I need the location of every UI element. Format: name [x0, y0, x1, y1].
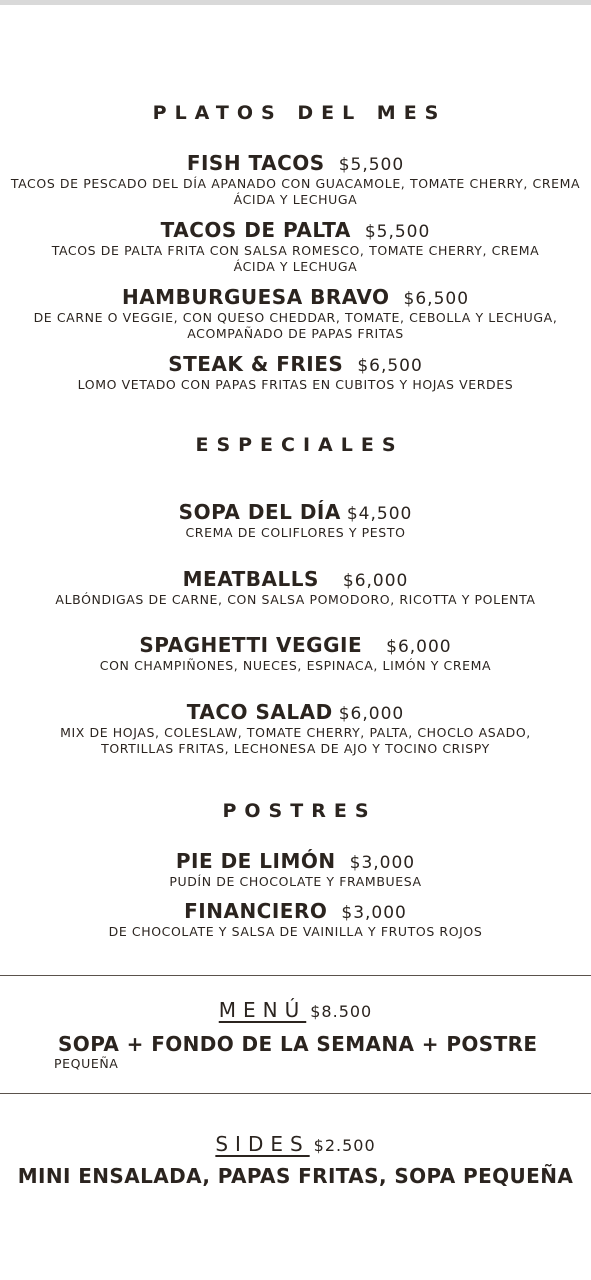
- item-name: TACOS DE PALTA: [160, 218, 351, 242]
- item-price: $6,000: [338, 704, 405, 724]
- menu-title: MENÚ: [218, 998, 307, 1022]
- menu-item-taco-salad: [0, 701, 591, 757]
- item-name: PIE DE LIMÓN: [175, 849, 336, 873]
- menu-price: $8.500: [310, 1002, 373, 1021]
- item-name: HAMBURGUESA BRAVO: [121, 285, 390, 309]
- menu-item-spaghetti-veggie: [0, 634, 591, 674]
- item-name: STEAK & FRIES: [168, 352, 344, 376]
- item-name: FISH TACOS: [186, 151, 325, 175]
- item-price: $6,500: [403, 289, 470, 309]
- item-name: MEATBALLS: [182, 567, 319, 591]
- section-title-platos-del-mes: PLATOS DEL MES: [152, 102, 447, 124]
- section-title-especiales: ESPECIALES: [195, 434, 404, 456]
- menu-item-hamburguesa-bravo: [0, 286, 591, 342]
- item-price: $6,000: [386, 637, 452, 657]
- item-price: $6,500: [357, 356, 423, 376]
- sides-heading: [0, 1132, 591, 1156]
- item-name: SPAGHETTI VEGGIE: [139, 633, 363, 657]
- item-name: TACO SALAD: [186, 700, 333, 724]
- menu-combo-note: PEQUEÑA: [54, 1056, 119, 1071]
- item-price: $4,500: [346, 504, 413, 524]
- item-description: DE CHOCOLATE Y SALSA DE VAINILLA Y FRUTOS ROJOS: [108, 924, 483, 939]
- menu-item-financiero: [0, 900, 591, 940]
- item-price: $3,000: [349, 853, 416, 873]
- sides-price: $2.500: [313, 1136, 376, 1155]
- menu-item-steak-and-fries: [0, 353, 591, 393]
- divider-bottom: [0, 1093, 591, 1094]
- item-price: $3,000: [341, 903, 407, 923]
- item-name: SOPA DEL DÍA: [178, 500, 341, 524]
- sides-title: SIDES: [215, 1132, 310, 1156]
- item-description: TACOS DE PESCADO DEL DÍA APANADO CON GUACAMOLE, TOMATE CHERRY, CREMA ÁCIDA Y LECHUGA: [10, 176, 581, 207]
- item-description: TACOS DE PALTA FRITA CON SALSA ROMESCO, TOMATE CHERRY, CREMA ÁCIDA Y LECHUGA: [51, 243, 540, 274]
- menu-combo: SOPA + FONDO DE LA SEMANA + POSTRE: [58, 1032, 538, 1056]
- item-price: $5,500: [338, 155, 405, 175]
- menu-heading: [0, 998, 591, 1022]
- top-edge-divider: [0, 0, 591, 5]
- item-description: DE CARNE O VEGGIE, CON QUESO CHEDDAR, TOMATE, CEBOLLA Y LECHUGA, ACOMPAÑADO DE PAPAS FRITAS: [33, 310, 558, 341]
- item-price: $5,500: [364, 222, 431, 242]
- menu-item-sopa-del-dia: [0, 501, 591, 541]
- item-description: MIX DE HOJAS, COLESLAW, TOMATE CHERRY, PALTA, CHOCLO ASADO, TORTILLAS FRITAS, LECHONESA DE AJO Y TOCINO CRISPY: [60, 725, 531, 756]
- menu-item-fish-tacos: [0, 152, 591, 208]
- item-description: ALBÓNDIGAS DE CARNE, CON SALSA POMODORO, RICOTTA Y POLENTA: [55, 592, 536, 607]
- item-price: $6,000: [342, 571, 409, 591]
- item-description: PUDÍN DE CHOCOLATE Y FRAMBUESA: [169, 874, 422, 889]
- item-description: CREMA DE COLIFLORES Y PESTO: [185, 525, 406, 540]
- menu-item-pie-de-limon: [0, 850, 591, 890]
- item-description: CON CHAMPIÑONES, NUECES, ESPINACA, LIMÓN Y CREMA: [99, 658, 492, 673]
- item-description: LOMO VETADO CON PAPAS FRITAS EN CUBITOS Y HOJAS VERDES: [77, 377, 514, 392]
- divider-top: [0, 975, 591, 976]
- menu-item-meatballs: [0, 568, 591, 608]
- sides-list: MINI ENSALADA, PAPAS FRITAS, SOPA PEQUEÑA: [17, 1164, 574, 1188]
- item-name: FINANCIERO: [184, 899, 328, 923]
- menu-item-tacos-de-palta: [0, 219, 591, 275]
- section-title-postres: POSTRES: [222, 800, 377, 822]
